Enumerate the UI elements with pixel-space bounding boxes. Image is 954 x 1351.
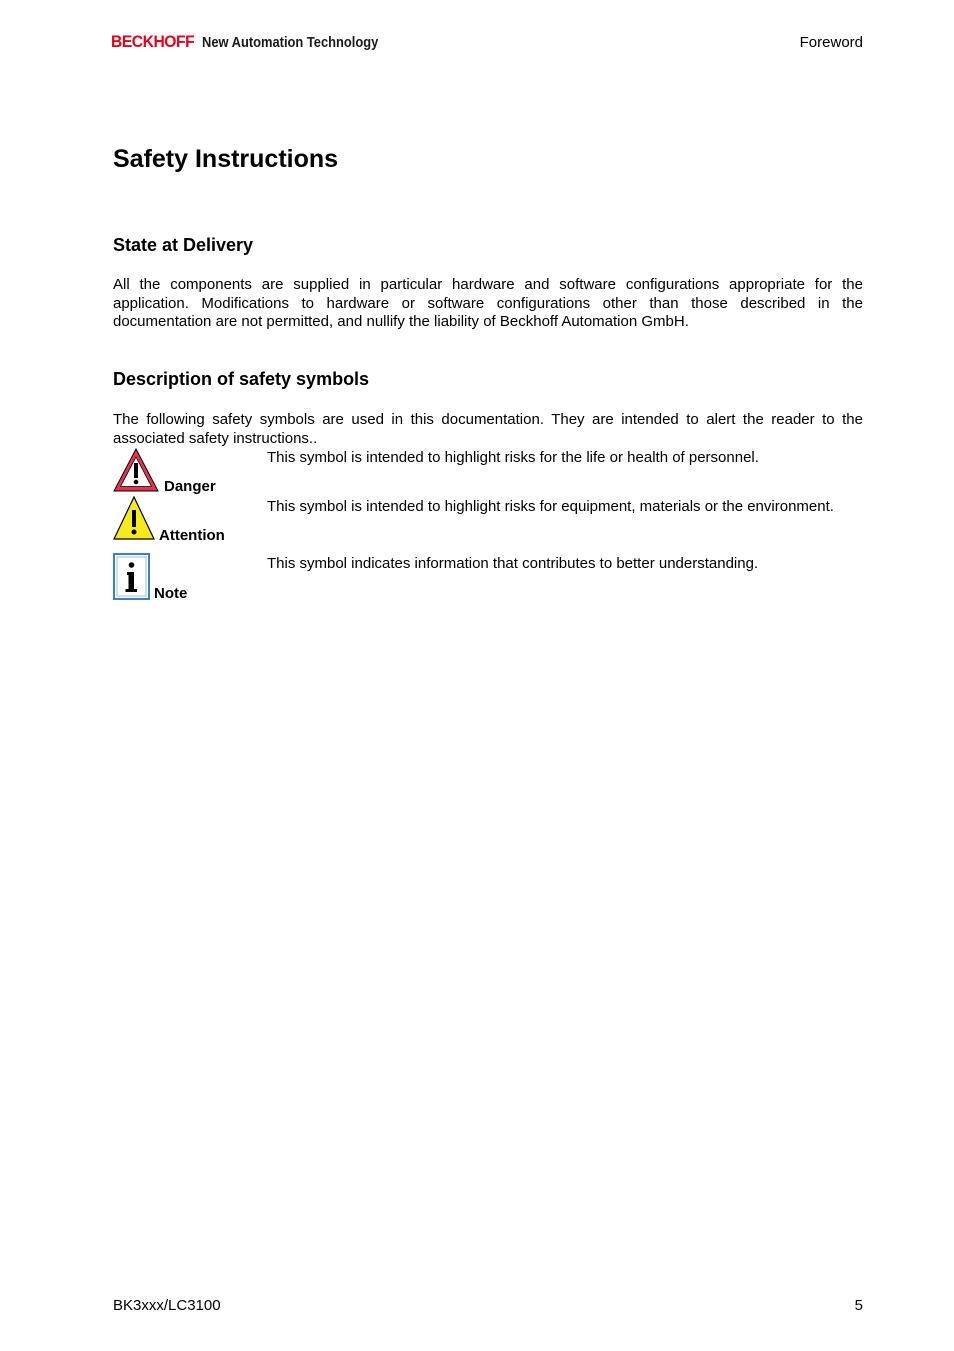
header-section-name: Foreword <box>799 34 863 51</box>
beckhoff-logo <box>111 32 407 52</box>
footer-page-number: 5 <box>854 1297 863 1314</box>
symbol-description-attention: This symbol is intended to highlight risks for equipment, materials or the environment. <box>267 498 834 515</box>
symbol-label-attention: Attention <box>159 527 225 544</box>
attention-warning-triangle-icon <box>113 495 155 541</box>
page-header <box>111 32 863 56</box>
symbols-heading: Description of safety symbols <box>113 369 370 389</box>
symbol-label-note: Note <box>154 585 188 602</box>
info-note-icon <box>113 553 151 601</box>
logo-tagline: New Automation Technology <box>201 34 379 51</box>
delivery-paragraph: All the components are supplied in particular hardware and software configurations appropriate for the application. Modifications to hardware or software configurations other than those described in the documentation are not permitted, and nullify the liability of Beckhoff Automation GmbH. <box>113 276 863 330</box>
symbol-description-note: This symbol indicates information that contributes to better understanding. <box>267 555 759 572</box>
logo-brand: BECKHOFF <box>111 32 195 51</box>
delivery-heading: State at Delivery <box>113 235 254 255</box>
footer-document-id: BK3xxx/LC3100 <box>113 1297 221 1314</box>
page-title: Safety Instructions <box>113 145 339 173</box>
symbol-label-danger: Danger <box>164 478 216 495</box>
symbols-intro: The following safety symbols are used in this documentation. They are intended to alert the reader to the associated safety instructions.. <box>113 411 863 447</box>
danger-warning-triangle-icon <box>113 447 159 493</box>
symbol-description-danger: This symbol is intended to highlight risks for the life or health of personnel. <box>267 449 759 466</box>
